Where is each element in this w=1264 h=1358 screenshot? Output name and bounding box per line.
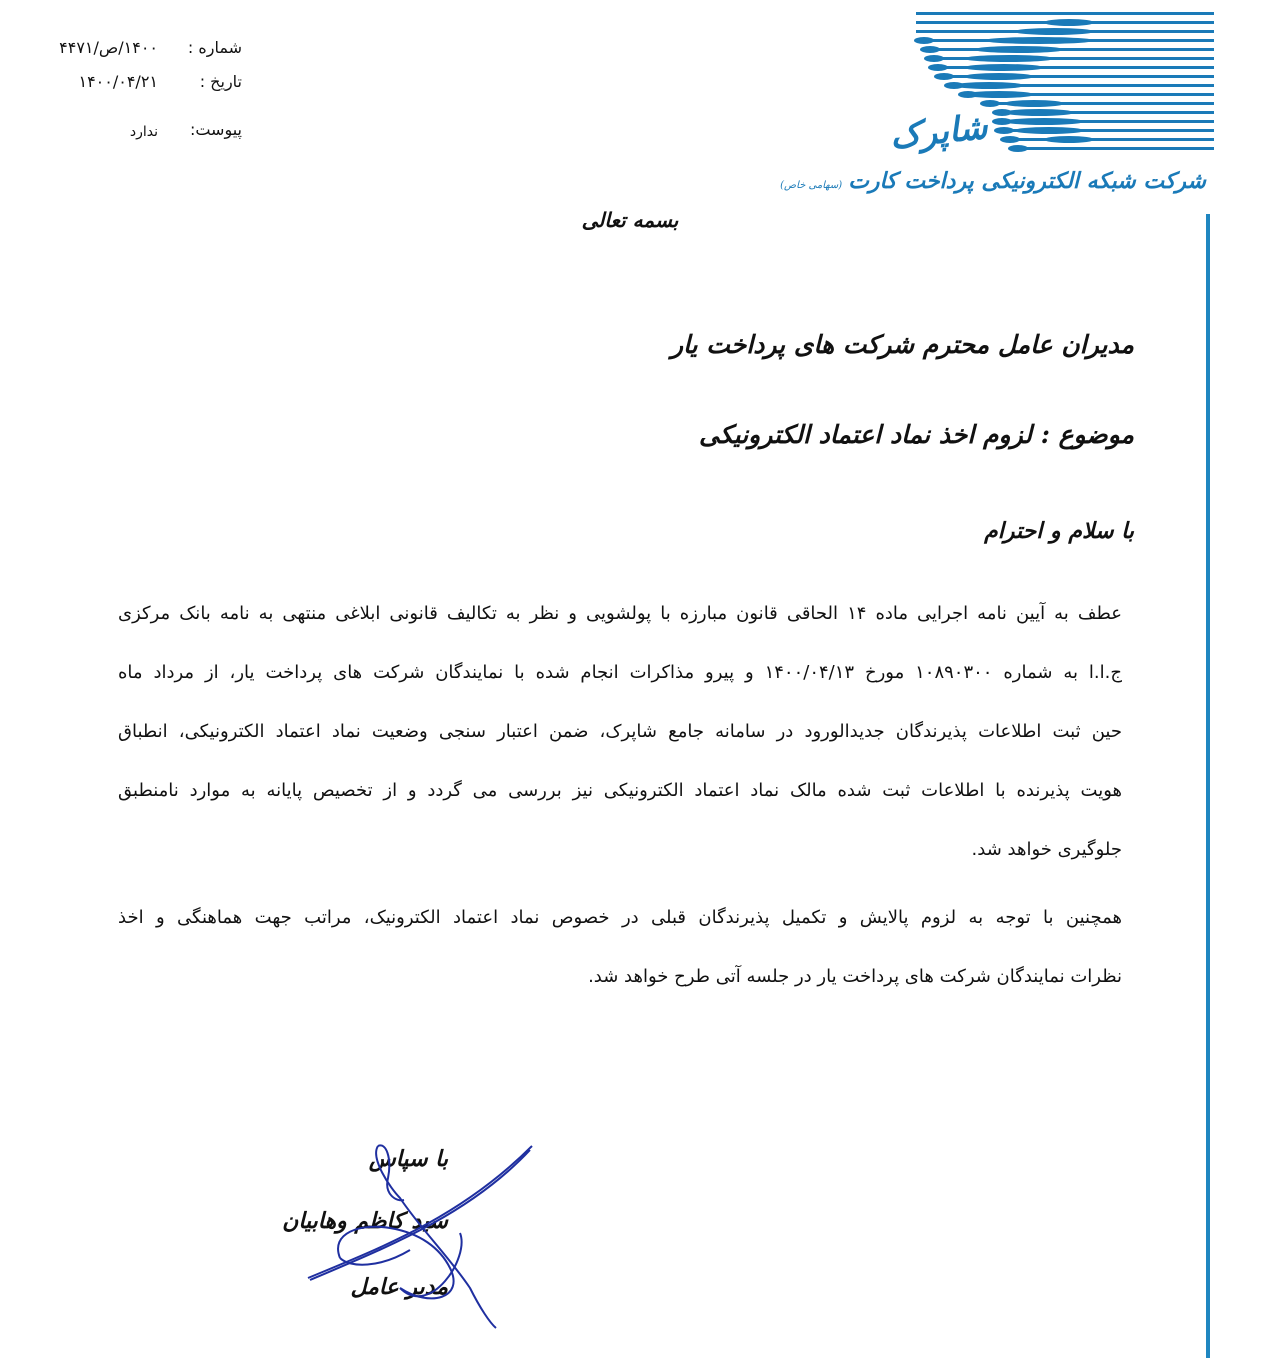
- letter-number-value: ۱۴۰۰/ص/۴۴۷۱: [59, 38, 158, 57]
- letterhead-divider-line: [1206, 214, 1210, 1358]
- logo-brand-text: شاپرک: [888, 107, 990, 157]
- handwritten-signature-icon: [300, 1138, 540, 1338]
- logo-stripe-head: [914, 37, 934, 44]
- logo-stripe: [922, 48, 1214, 51]
- signature-block: [282, 1138, 540, 1338]
- greeting: با سلام و احترام: [984, 518, 1134, 544]
- company-type: (سهامی خاص): [780, 180, 843, 191]
- logo-stripe-bulge: [1014, 28, 1094, 35]
- logo-stripe-bulge: [984, 37, 1094, 44]
- logo-stripe-bulge: [954, 82, 1024, 89]
- logo-stripe-head: [1000, 136, 1020, 143]
- logo-stripe-head: [980, 100, 1000, 107]
- letter-number-label: شماره :: [187, 38, 242, 57]
- logo-stripe-bulge: [1004, 100, 1064, 107]
- letter-attachment-row: [20, 120, 250, 154]
- invocation: بسمه تعالی: [581, 208, 679, 232]
- logo-stripe-head: [920, 46, 940, 53]
- paragraph-line: جلوگیری خواهد شد.: [971, 839, 1122, 860]
- paragraph-line: نظرات نمایندگان شرکت های پرداخت یار در جلسه آتی طرح خواهد شد.: [588, 966, 1122, 987]
- logo-stripe-bulge: [964, 73, 1034, 80]
- logo-stripe-bulge: [1004, 118, 1084, 125]
- logo-stripe-head: [992, 118, 1012, 125]
- logo-company-name: [780, 168, 1206, 194]
- paragraph-line: همچنین با توجه به لزوم پالایش و تکمیل پذیرندگان قبلی در خصوص نماد اعتماد الکترونیک، مراتب جهت هماهنگی و اخذ: [118, 907, 1122, 928]
- letter-number-row: [20, 38, 250, 72]
- letter-meta: [20, 38, 250, 154]
- recipient: مدیران عامل محترم شرکت های پرداخت یار: [670, 330, 1134, 359]
- logo-stripe-head: [994, 127, 1014, 134]
- letter-attachment-label: پیوست:: [189, 120, 242, 139]
- body-paragraph-2: [118, 888, 1122, 1006]
- logo-stripe-head: [928, 64, 948, 71]
- logo-stripe-bulge: [964, 55, 1054, 62]
- closing: با سپاس: [368, 1146, 448, 1172]
- paragraph-line: عطف به آیین نامه اجرایی ماده ۱۴ الحاقی قانون مبارزه با پولشویی و نظر به تکالیف قانونی ابلاغی منتهی به نامه بانک مرکزی: [118, 603, 1122, 624]
- logo-stripe-head: [1008, 145, 1028, 152]
- signatory-name: سید کاظم وهابیان: [282, 1208, 448, 1234]
- logo-stripe-head: [992, 109, 1012, 116]
- logo-stripe-bulge: [1044, 19, 1094, 26]
- logo-stripe-bulge: [1014, 127, 1084, 134]
- paragraph-line: حین ثبت اطلاعات پذیرندگان جدیدالورود در سامانه جامع شاپرک، ضمن اعتبار سنجی وضعیت نماد اعتماد الکترونیکی، انطباق: [118, 721, 1122, 742]
- logo-stripe-head: [944, 82, 964, 89]
- letter-attachment-value: ندارد: [129, 124, 158, 140]
- shaparak-logo: [780, 8, 1214, 208]
- body-paragraph-1: [118, 584, 1122, 879]
- logo-stripe: [1010, 147, 1214, 150]
- subject: موضوع : لزوم اخذ نماد اعتماد الکترونیکی: [699, 420, 1134, 449]
- company-name: شرکت شبکه الکترونیکی پرداخت کارت: [848, 168, 1206, 194]
- paragraph-line: ج.ا.ا به شماره ۱۰۸۹۰۳۰۰ مورخ ۱۴۰۰/۰۴/۱۳ و پیرو مذاکرات انجام شده با نمایندگان شرکت های پرداخت یار، از مرداد ماه: [118, 662, 1122, 683]
- letter-date-value: ۱۴۰۰/۰۴/۲۱: [78, 72, 158, 91]
- logo-stripe-bulge: [1044, 136, 1094, 143]
- signatory-title: مدیر عامل: [350, 1274, 448, 1300]
- logo-stripe: [916, 12, 1214, 15]
- logo-stripe-bulge: [974, 46, 1064, 53]
- logo-stripe-head: [924, 55, 944, 62]
- logo-stripe-bulge: [964, 64, 1044, 71]
- logo-stripe-head: [958, 91, 978, 98]
- logo-stripe-head: [934, 73, 954, 80]
- letter-date-row: [20, 72, 250, 106]
- paragraph-line: هویت پذیرنده با اطلاعات ثبت شده مالک نماد اعتماد الکترونیکی نیز بررسی می گردد و از تخصیص پایانه به موارد نامنطبق: [118, 780, 1122, 801]
- logo-stripe: [1002, 138, 1214, 141]
- logo-stripe-bulge: [1004, 109, 1074, 116]
- letter-date-label: تاریخ :: [199, 72, 242, 91]
